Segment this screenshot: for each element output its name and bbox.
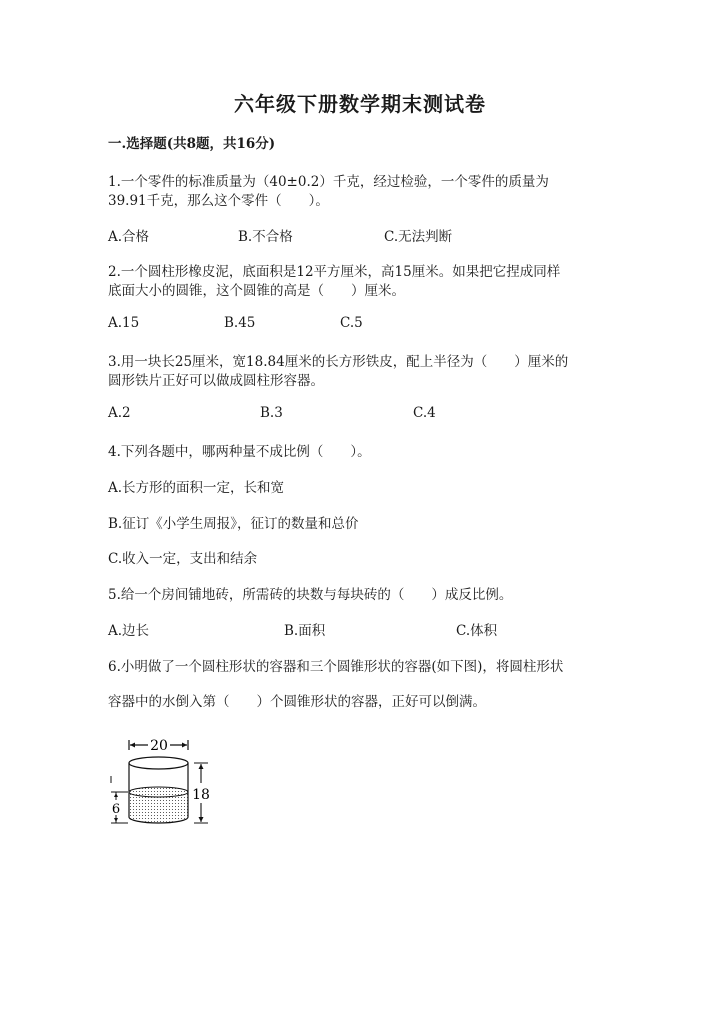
question-5-option-c: C.体积 — [456, 623, 498, 639]
question-3-option-b: B.3 — [260, 405, 283, 421]
question-4-option-a: A.长方形的面积一定，长和宽 — [108, 480, 285, 496]
water-label: 6 — [111, 802, 121, 817]
question-3-line-2: 圆形铁片正好可以做成圆柱形容器。 — [108, 373, 324, 389]
diameter-dimension — [129, 738, 188, 754]
question-1-option-b: B.不合格 — [238, 229, 293, 245]
question-2-line-2: 底面大小的圆锥，这个圆锥的高是（ ）厘米。 — [108, 283, 405, 299]
question-2-option-a: A.15 — [108, 315, 140, 331]
question-4-line-1: 4.下列各题中，哪两种量不成比例（ ）。 — [108, 444, 371, 460]
question-6-line-2: 容器中的水倒入第（ ）个圆锥形状的容器，正好可以倒满。 — [108, 694, 486, 710]
question-1-line-2: 39.91千克，那么这个零件（ ）。 — [108, 193, 329, 209]
height-label: 18 — [192, 787, 210, 803]
question-5-line-1: 5.给一个房间铺地砖，所需砖的块数与每块砖的（ ）成反比例。 — [108, 587, 513, 603]
question-2-line-1: 2.一个圆柱形橡皮泥，底面积是12平方厘米，高15厘米。如果把它捏成同样 — [108, 264, 561, 280]
water-dimension — [111, 776, 128, 823]
question-5-option-b: B.面积 — [284, 623, 326, 639]
question-3-option-c: C.4 — [413, 405, 436, 421]
section-heading: 一.选择题(共8题，共16分) — [108, 136, 276, 152]
question-3-option-a: A.2 — [108, 405, 131, 421]
question-2-option-c: C.5 — [340, 315, 363, 331]
question-1-option-c: C.无法判断 — [384, 229, 453, 245]
height-dimension — [192, 763, 210, 823]
question-1-option-a: A.合格 — [108, 229, 150, 245]
diameter-label: 20 — [150, 738, 168, 754]
question-4-option-b: B.征订《小学生周报》，征订的数量和总价 — [108, 516, 359, 532]
page-title: 六年级下册数学期末测试卷 — [234, 92, 486, 116]
cylinder-figure — [108, 733, 218, 833]
question-5-option-a: A.边长 — [108, 623, 150, 639]
question-1-line-1: 1.一个零件的标准质量为（40±0.2）千克，经过检验，一个零件的质量为 — [108, 174, 549, 190]
cylinder-top — [129, 757, 188, 769]
question-2-option-b: B.45 — [224, 315, 256, 331]
question-3-line-1: 3.用一块长25厘米，宽18.84厘米的长方形铁皮，配上半径为（ ）厘米的 — [108, 354, 569, 370]
question-4-option-c: C.收入一定，支出和结余 — [108, 551, 258, 567]
question-6-line-1: 6.小明做了一个圆柱形状的容器和三个圆锥形状的容器(如下图)，将圆柱形状 — [108, 659, 564, 675]
